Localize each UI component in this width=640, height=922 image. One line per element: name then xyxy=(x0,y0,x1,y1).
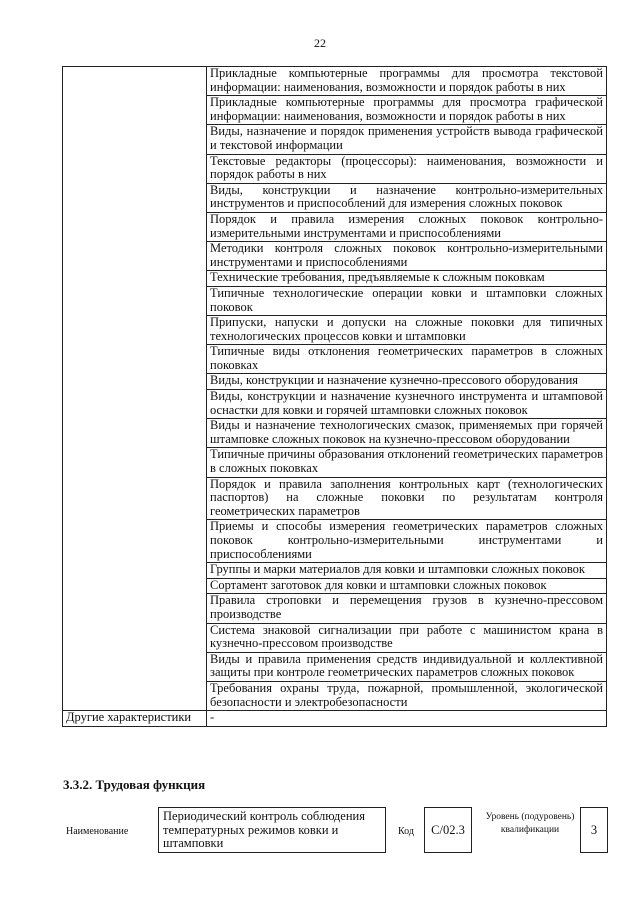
name-value-box: Периодический контроль соблюдения температурных режимов ковки и штамповки xyxy=(158,807,386,853)
knowledge-item: Технические требования, предъявляемые к сложным поковкам xyxy=(207,271,607,287)
page-number: 22 xyxy=(314,36,326,50)
table-row xyxy=(63,67,607,96)
knowledge-item: Прикладные компьютерные программы для просмотра текстовой информации: наименования, возможности и порядок работы в них xyxy=(207,67,607,96)
knowledge-item: Прикладные компьютерные программы для просмотра графической информации: наименования, возможности и порядок работы в них xyxy=(207,96,607,125)
knowledge-item: Типичные причины образования отклонений геометрических параметров в сложных поковках xyxy=(207,448,607,477)
knowledge-item: Правила строповки и перемещения грузов в кузнечно-прессовом производстве xyxy=(207,594,607,623)
knowledge-item: Типичные виды отклонения геометрических параметров в сложных поковках xyxy=(207,345,607,374)
labor-function-row xyxy=(0,805,640,857)
knowledge-item: Виды, конструкции и назначение кузнечно-прессового оборудования xyxy=(207,374,607,390)
knowledge-item: Виды и назначение технологических смазок, применяемых при горячей штамповке сложных поковок на кузнечно-прессовом оборудовании xyxy=(207,419,607,448)
other-characteristics-row xyxy=(63,711,607,727)
qualification-level-label: Уровень (подуровень) квалификации xyxy=(485,812,575,835)
knowledge-item: Приемы и способы измерения геометрических параметров сложных поковок контрольно-измерительными инструментами и приспособлениями xyxy=(207,520,607,563)
knowledge-item: Требования охраны труда, пожарной, промышленной, экологической безопасности и электробезопасности xyxy=(207,681,607,710)
knowledge-item: Порядок и правила измерения сложных поковок контрольно-измерительными инструментами и приспособлениями xyxy=(207,212,607,241)
knowledge-item: Методики контроля сложных поковок контрольно-измерительными инструментами и приспособлениями xyxy=(207,242,607,271)
knowledge-item: Виды, назначение и порядок применения устройств вывода графической и текстовой информации xyxy=(207,125,607,154)
knowledge-item: Порядок и правила заполнения контрольных карт (технологических паспортов) на сложные поковки по результатам контроля геометрических параметров xyxy=(207,477,607,520)
code-label: Код xyxy=(398,826,414,837)
knowledge-item: Типичные технологические операции ковки и штамповки сложных поковок xyxy=(207,286,607,315)
knowledge-item: Виды, конструкции и назначение контрольно-измерительных инструментов и приспособлений для измерения сложных поковок xyxy=(207,183,607,212)
knowledge-item: Группы и марки материалов для ковки и штамповки сложных поковок xyxy=(207,563,607,579)
knowledge-item: Припуски, напуски и допуски на сложные поковки для типичных технологических процессов ковки и штамповки xyxy=(207,316,607,345)
name-label: Наименование xyxy=(66,826,129,837)
table-label-cell xyxy=(63,67,207,711)
section-heading: 3.3.2. Трудовая функция xyxy=(63,777,206,792)
other-characteristics-label: Другие характеристики xyxy=(63,711,207,727)
knowledge-table-body xyxy=(63,67,607,727)
knowledge-table xyxy=(62,66,607,727)
qualification-level-box: 3 xyxy=(580,807,608,853)
knowledge-item: Виды, конструкции и назначение кузнечного инструмента и штамповой оснастки для ковки и горячей штамповки сложных поковок xyxy=(207,390,607,419)
code-value-box: C/02.3 xyxy=(424,807,472,853)
other-characteristics-value: - xyxy=(207,711,607,727)
knowledge-item: Текстовые редакторы (процессоры): наименования, возможности и порядок работы в них xyxy=(207,154,607,183)
knowledge-item: Сортамент заготовок для ковки и штамповки сложных поковок xyxy=(207,578,607,594)
knowledge-item: Система знаковой сигнализации при работе с машинистом крана в кузнечно-прессовом производстве xyxy=(207,623,607,652)
knowledge-item: Виды и правила применения средств индивидуальной и коллективной защиты при контроле геометрических параметров сложных поковок xyxy=(207,652,607,681)
